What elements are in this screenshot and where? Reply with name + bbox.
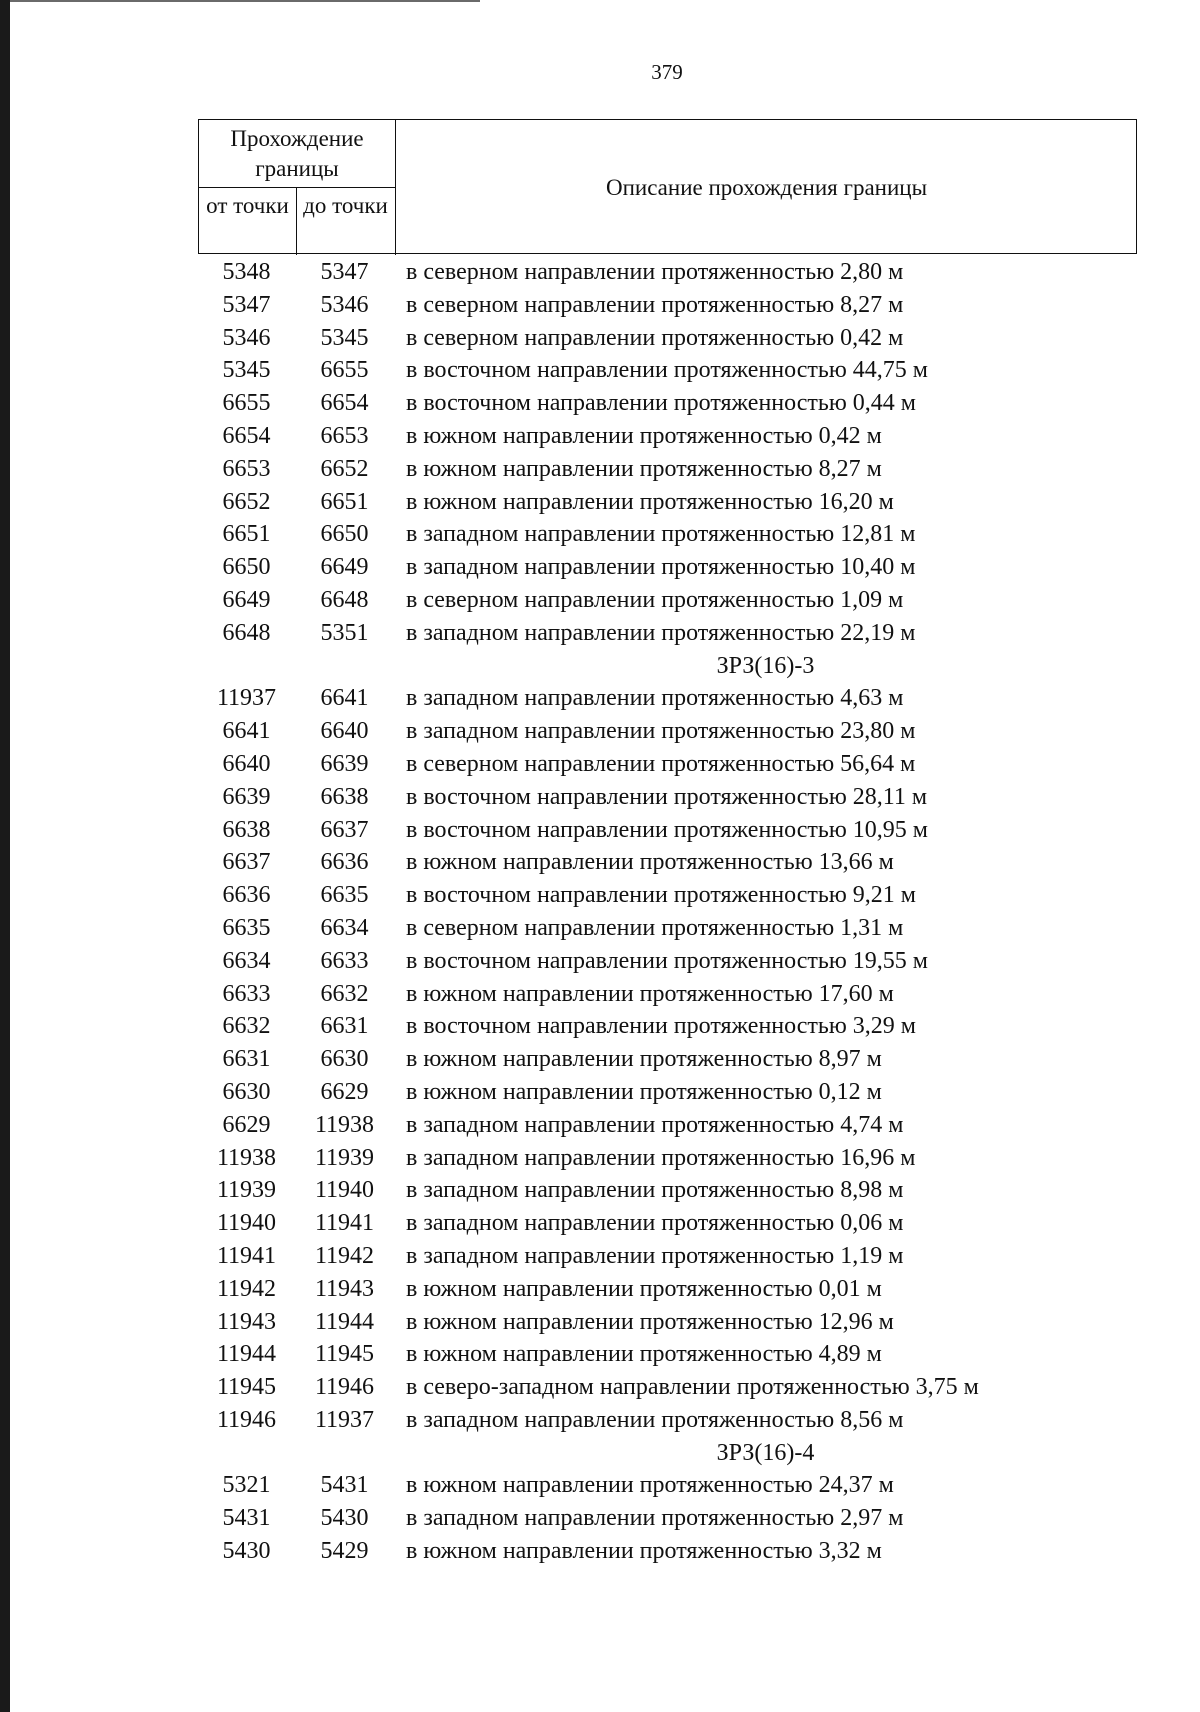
description-cell: в восточном направлении протяженностью 3,29 м: [406, 1013, 916, 1040]
to-point-cell: 6652: [320, 455, 369, 482]
to-point-cell: 6640: [320, 718, 369, 745]
table-row: [198, 715, 1158, 748]
description-cell: в южном направлении протяженностью 0,42 м: [406, 422, 882, 449]
description-cell: в западном направлении протяженностью 8,56 м: [406, 1406, 904, 1433]
table-body: [198, 256, 1158, 1568]
header-group-label: Прохождение границы: [230, 126, 364, 181]
table-row: [198, 1240, 1158, 1273]
description-cell: в западном направлении протяженностью 4,74 м: [406, 1111, 904, 1138]
description-cell: в северо-западном направлении протяженностью 3,75 м: [406, 1374, 979, 1401]
description-cell: в южном направлении протяженностью 24,37 м: [406, 1472, 894, 1499]
to-point-cell: 11945: [314, 1341, 375, 1368]
description-cell: в южном направлении протяженностью 12,96 м: [406, 1308, 894, 1335]
to-point-cell: 11943: [314, 1275, 375, 1302]
to-point-cell: 5431: [320, 1472, 369, 1499]
header-description: [395, 120, 1138, 255]
description-cell: в северном направлении протяженностью 1,31 м: [406, 914, 904, 941]
from-point-cell: 6649: [222, 586, 271, 613]
description-cell: в южном направлении протяженностью 16,20 м: [406, 488, 894, 515]
to-point-cell: 5430: [320, 1505, 369, 1532]
from-point-cell: 6634: [222, 947, 271, 974]
from-point-cell: 6637: [222, 849, 271, 876]
table-row: [198, 846, 1158, 879]
to-point-cell: 11941: [314, 1210, 375, 1237]
to-point-cell: 6651: [320, 488, 369, 515]
table-row: [198, 1142, 1158, 1175]
table-row: [198, 1207, 1158, 1240]
description-cell: в южном направлении протяженностью 8,27 м: [406, 455, 882, 482]
description-cell: в западном направлении протяженностью 2,97 м: [406, 1505, 904, 1532]
description-cell: в восточном направлении протяженностью 19,55 м: [406, 947, 928, 974]
table-row: [198, 1076, 1158, 1109]
table-row: [198, 1535, 1158, 1568]
to-point-cell: 6636: [320, 849, 369, 876]
table-row: [198, 682, 1158, 715]
from-point-cell: 6630: [222, 1078, 271, 1105]
description-cell: в западном направлении протяженностью 22,19 м: [406, 619, 916, 646]
from-point-cell: 5431: [222, 1505, 271, 1532]
description-cell: в западном направлении протяженностью 0,06 м: [406, 1210, 904, 1237]
table-row: [198, 518, 1158, 551]
section-title: ЗРЗ(16)-3: [716, 652, 815, 679]
description-cell: в западном направлении протяженностью 10,40 м: [406, 554, 916, 581]
description-cell: в южном направлении протяженностью 0,01 м: [406, 1275, 882, 1302]
table-header: [198, 119, 1137, 254]
to-point-cell: 11942: [314, 1242, 375, 1269]
from-point-cell: 6638: [222, 816, 271, 843]
table-row: [198, 1502, 1158, 1535]
to-point-cell: 6630: [320, 1046, 369, 1073]
header-from-point: от точки: [206, 193, 289, 218]
description-cell: в северном направлении протяженностью 2,80 м: [406, 259, 904, 285]
description-cell: в северном направлении протяженностью 0,42 м: [406, 324, 904, 351]
table-row: [198, 617, 1158, 650]
table-row: [198, 1469, 1158, 1502]
table-row: [198, 814, 1158, 847]
to-point-cell: 6639: [320, 750, 369, 777]
table-row: [198, 748, 1158, 781]
header-to-point: до точки: [303, 193, 388, 218]
table-row: [198, 945, 1158, 978]
description-cell: в южном направлении протяженностью 3,32 м: [406, 1538, 882, 1565]
from-point-cell: 6650: [222, 554, 271, 581]
table-row: [198, 584, 1158, 617]
from-point-cell: 6655: [222, 390, 271, 417]
table-row: [198, 1010, 1158, 1043]
table-row: [198, 912, 1158, 945]
to-point-cell: 6649: [320, 554, 369, 581]
scan-edge-shadow: [0, 0, 10, 1712]
from-point-cell: 11946: [216, 1406, 277, 1433]
table-row: [198, 256, 1158, 289]
from-point-cell: 11942: [216, 1275, 277, 1302]
table-row: [198, 1109, 1158, 1142]
to-point-cell: 6634: [320, 914, 369, 941]
table-row: [198, 1404, 1158, 1437]
from-point-cell: 6640: [222, 750, 271, 777]
to-point-cell: 5346: [320, 291, 369, 318]
to-point-cell: 11940: [314, 1177, 375, 1204]
to-point-cell: 6641: [320, 685, 369, 712]
from-point-cell: 6629: [222, 1111, 271, 1138]
description-cell: в южном направлении протяженностью 13,66 м: [406, 849, 894, 876]
to-point-cell: 6650: [320, 521, 369, 548]
table-row: [198, 879, 1158, 912]
from-point-cell: 6654: [222, 422, 271, 449]
to-point-cell: 6635: [320, 882, 369, 909]
to-point-cell: 6629: [320, 1078, 369, 1105]
to-point-cell: 6653: [320, 422, 369, 449]
from-point-cell: 5348: [222, 259, 271, 285]
description-cell: в южном направлении протяженностью 4,89 м: [406, 1341, 882, 1368]
description-cell: в южном направлении протяженностью 8,97 м: [406, 1046, 882, 1073]
description-cell: в западном направлении протяженностью 12,81 м: [406, 521, 916, 548]
scan-top-edge: [10, 0, 480, 2]
to-point-cell: 6633: [320, 947, 369, 974]
to-point-cell: 6638: [320, 783, 369, 810]
from-point-cell: 11943: [216, 1308, 277, 1335]
section-title: ЗРЗ(16)-4: [716, 1439, 815, 1466]
to-point-cell: 11937: [314, 1406, 375, 1433]
table-row: [198, 322, 1158, 355]
from-point-cell: 5346: [222, 324, 271, 351]
from-point-cell: 5345: [222, 357, 271, 384]
table-row: [198, 1174, 1158, 1207]
table-row: [198, 1306, 1158, 1339]
table-row: [198, 1371, 1158, 1404]
to-point-cell: 11946: [314, 1374, 375, 1401]
page-number: 379: [651, 60, 683, 84]
to-point-cell: 6632: [320, 980, 369, 1007]
header-description-label: Описание прохождения границы: [605, 174, 928, 200]
from-point-cell: 6636: [222, 882, 271, 909]
table-row: [198, 1338, 1158, 1371]
table-row: [198, 354, 1158, 387]
from-point-cell: 6641: [222, 718, 271, 745]
from-point-cell: 11944: [216, 1341, 277, 1368]
table-row: [198, 387, 1158, 420]
from-point-cell: 11941: [216, 1242, 277, 1269]
from-point-cell: 11940: [216, 1210, 277, 1237]
to-point-cell: 6648: [320, 586, 369, 613]
table-row: [198, 1273, 1158, 1306]
from-point-cell: 6635: [222, 914, 271, 941]
to-point-cell: 11938: [314, 1111, 375, 1138]
to-point-cell: 11939: [314, 1144, 375, 1171]
description-cell: в восточном направлении протяженностью 9,21 м: [406, 882, 916, 909]
from-point-cell: 6652: [222, 488, 271, 515]
description-cell: в западном направлении протяженностью 1,19 м: [406, 1242, 904, 1269]
description-cell: в восточном направлении протяженностью 28,11 м: [406, 783, 928, 810]
table-row: [198, 978, 1158, 1011]
table-row: [198, 289, 1158, 322]
table-row: [198, 486, 1158, 519]
to-point-cell: 5347: [320, 259, 369, 285]
description-cell: в северном направлении протяженностью 56,64 м: [406, 750, 916, 777]
description-cell: в восточном направлении протяженностью 0,44 м: [406, 390, 916, 417]
from-point-cell: 6633: [222, 980, 271, 1007]
description-cell: в южном направлении протяженностью 0,12 м: [406, 1078, 882, 1105]
from-point-cell: 6639: [222, 783, 271, 810]
to-point-cell: 5429: [320, 1538, 369, 1565]
to-point-cell: 6654: [320, 390, 369, 417]
from-point-cell: 5321: [222, 1472, 271, 1499]
from-point-cell: 5430: [222, 1538, 271, 1565]
from-point-cell: 11937: [216, 685, 277, 712]
table-row: [198, 781, 1158, 814]
from-point-cell: 6651: [222, 521, 271, 548]
description-cell: в восточном направлении протяженностью 10,95 м: [406, 816, 928, 843]
description-cell: в северном направлении протяженностью 8,27 м: [406, 291, 904, 318]
from-point-cell: 6632: [222, 1013, 271, 1040]
description-cell: в восточном направлении протяженностью 44,75 м: [406, 357, 928, 384]
from-point-cell: 6648: [222, 619, 271, 646]
from-point-cell: 6631: [222, 1046, 271, 1073]
to-point-cell: 11944: [314, 1308, 375, 1335]
from-point-cell: 5347: [222, 291, 271, 318]
table-row: [198, 453, 1158, 486]
header-divider: [199, 187, 395, 188]
to-point-cell: 5351: [320, 619, 369, 646]
description-cell: в западном направлении протяженностью 8,98 м: [406, 1177, 904, 1204]
from-point-cell: 6653: [222, 455, 271, 482]
from-point-cell: 11938: [216, 1144, 277, 1171]
to-point-cell: 5345: [320, 324, 369, 351]
description-cell: в южном направлении протяженностью 17,60 м: [406, 980, 894, 1007]
description-cell: в западном направлении протяженностью 23,80 м: [406, 718, 916, 745]
description-cell: в северном направлении протяженностью 1,09 м: [406, 586, 904, 613]
description-cell: в западном направлении протяженностью 4,63 м: [406, 685, 904, 712]
from-point-cell: 11939: [216, 1177, 277, 1204]
to-point-cell: 6655: [320, 357, 369, 384]
table-row: [198, 420, 1158, 453]
to-point-cell: 6631: [320, 1013, 369, 1040]
table-row: [198, 551, 1158, 584]
description-cell: в западном направлении протяженностью 16,96 м: [406, 1144, 916, 1171]
to-point-cell: 6637: [320, 816, 369, 843]
table-row: [198, 1043, 1158, 1076]
from-point-cell: 11945: [216, 1374, 277, 1401]
